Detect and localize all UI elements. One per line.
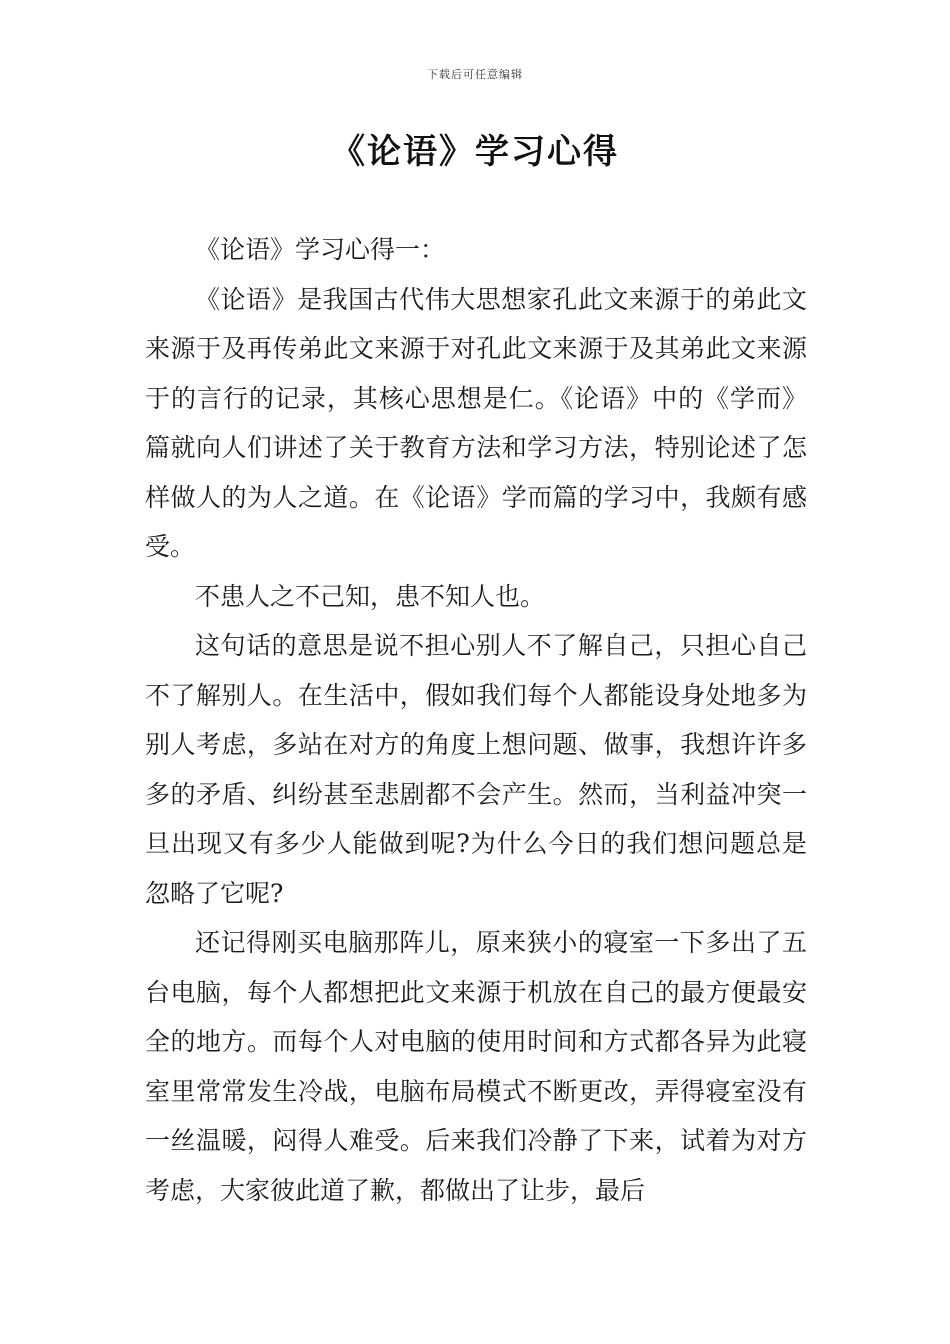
page-title: 《论语》学习心得 [331,132,619,172]
paragraph-subtitle: 《论语》学习心得一： [195,235,446,264]
paragraph-intro: 《论语》是我国古代伟大思想家孔此文来源于的弟此文来源于及再传弟此文来源于对孔此文来源于及其弟此文来源于的言行的记录，其核心思想是仁。《论语》中的《学而》篇就向人们讲述了关于教育方法和学习方法，特别论述了怎样做人的为人之道。在《论语》学而篇的学习中，我颇有感受。 [145,284,807,561]
paragraph-story: 还记得刚买电脑那阵儿，原来狭小的寝室一下多出了五台电脑，每个人都想把此文来源于机放在自己的最方便最安全的地方。而每个人对电脑的使用时间和方式都各异为此寝室里常常发生冷战，电脑布局模式不断更改，弄得寝室没有一丝温暖，闷得人难受。后来我们冷静了下来，试着为对方考虑，大家彼此道了歉，都做出了让步，最后 [145,928,807,1205]
document-body [145,225,807,1215]
paragraph-quote: 不患人之不己知，患不知人也。 [195,581,546,611]
header-note: 下载后可任意编辑 [427,68,523,81]
paragraph-explanation: 这句话的意思是说不担心别人不了解自己，只担心自己不了解别人。在生活中，假如我们每个人都能设身处地多为别人考虑，多站在对方的角度上想问题、做事，我想许许多多的矛盾、纠纷甚至悲剧都不会产生。然而，当利益冲突一旦出现又有多少人能做到呢?为什么今日的我们想问题总是忽略了它呢? [145,631,807,908]
